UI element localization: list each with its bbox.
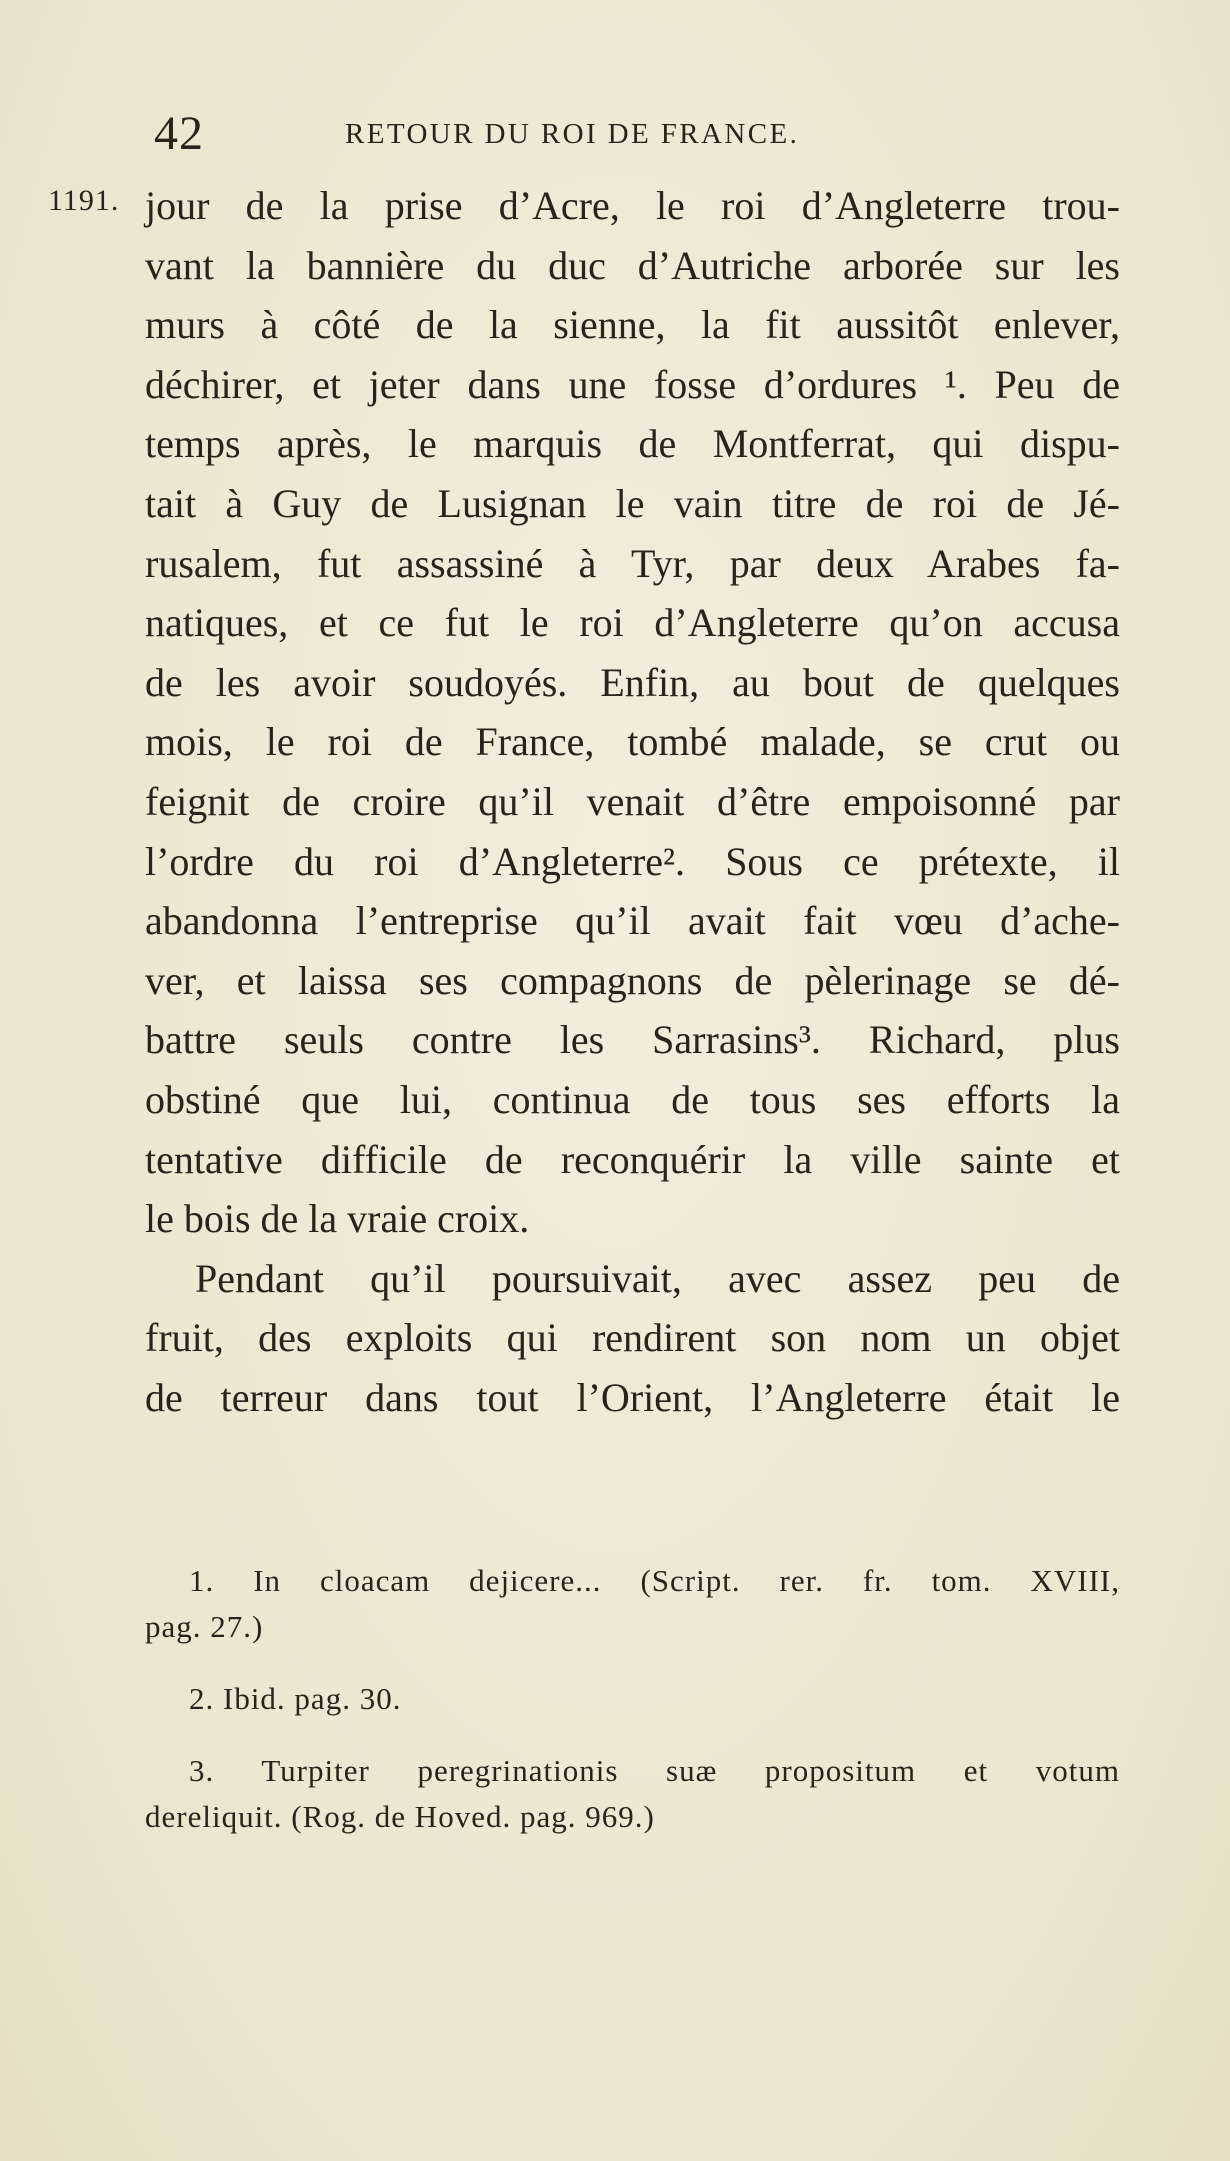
page-number: 42 [154,107,204,160]
footnote-1: 1. In cloacam dejicere... (Script. rer. fr. tom. XVIII, [189,1563,1120,1598]
text-line: murs à côté de la sienne, la fit aussitôt enlever, [145,302,1120,348]
margin-year-note: 1191. [48,184,120,217]
text-line: abandonna l’entreprise qu’il avait fait vœu d’ache- [145,898,1120,944]
text-line: vant la bannière du duc d’Autriche arborée sur les [145,242,1120,288]
text-line: mois, le roi de France, tombé malade, se crut ou [145,719,1120,765]
text-line: fruit, des exploits qui rendirent son nom un objet [145,1315,1120,1361]
text-line: tait à Guy de Lusignan le vain titre de roi de Jé- [145,480,1120,526]
text-line: battre seuls contre les Sarrasins³. Richard, plus [145,1017,1120,1063]
text-line: obstiné que lui, continua de tous ses efforts la [145,1076,1120,1122]
text-line: Pendant qu’il poursuivait, avec assez peu de [195,1255,1120,1301]
footnote-1-continuation: pag. 27.) [145,1609,264,1644]
text-line: temps après, le marquis de Montferrat, qui dispu- [145,421,1120,467]
text-line: jour de la prise d’Acre, le roi d’Angleterre trou- [145,183,1120,228]
text-line: rusalem, fut assassiné à Tyr, par deux Arabes fa- [145,540,1120,586]
body-text [145,176,1120,1427]
text-line: feignit de croire qu’il venait d’être empoisonné par [145,778,1120,824]
text-line: tentative difficile de reconquérir la ville sainte et [145,1136,1120,1182]
running-title: RETOUR DU ROI DE FRANCE. [345,118,800,150]
running-head [150,107,920,162]
text-line: natiques, et ce fut le roi d’Angleterre qu’on accusa [145,600,1120,646]
text-line: déchirer, et jeter dans une fosse d’ordures ¹. Peu de [145,361,1120,407]
text-line: ver, et laissa ses compagnons de pèlerinage se dé- [145,957,1120,1003]
text-line: l’ordre du roi d’Angleterre². Sous ce prétexte, il [145,838,1120,884]
text-line: le bois de la vraie croix. [145,1196,530,1242]
footnotes [145,1558,1120,1840]
text-line: de terreur dans tout l’Orient, l’Angleterre était le [145,1374,1120,1420]
footnote-2: 2. Ibid. pag. 30. [189,1681,402,1716]
text-line: de les avoir soudoyés. Enfin, au bout de quelques [145,659,1120,705]
footnote-3: 3. Turpiter peregrinationis suæ propositum et votum [189,1753,1120,1788]
footnote-3-continuation: dereliquit. (Rog. de Hoved. pag. 969.) [145,1799,655,1834]
